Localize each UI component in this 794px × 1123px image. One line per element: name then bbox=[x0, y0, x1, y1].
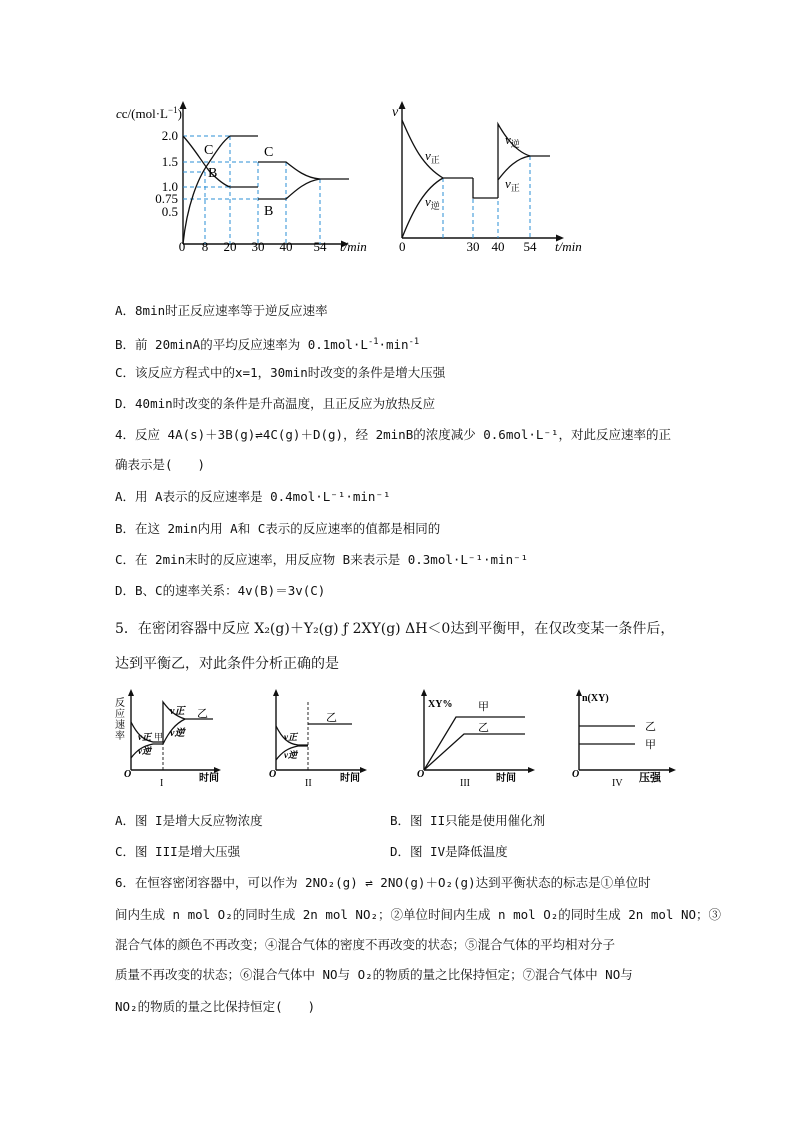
y-tick: 0.75 bbox=[155, 191, 178, 206]
svg-text:III: III bbox=[460, 778, 470, 789]
svg-text:v正: v正 bbox=[284, 732, 297, 742]
q4-stem-line1: 4．反应 4A(s)＋3B(g)⇌4C(g)＋D(g)，经 2minB的浓度减少 0.6mol·L⁻¹，对此反应速率的正 bbox=[115, 427, 672, 442]
svg-text:n(XY): n(XY) bbox=[582, 693, 609, 704]
y-axis-label: $cc/(mol\cdot L^{-1})$ bbox=[116, 105, 182, 121]
svg-text:I: I bbox=[160, 778, 164, 789]
x-tick: 8 bbox=[201, 239, 209, 254]
v-forward-label: $v_正$ bbox=[425, 148, 440, 165]
y-axis-label: v bbox=[392, 105, 399, 120]
svg-text:速: 速 bbox=[115, 720, 125, 731]
v-reverse-label-2: $v_逆$ bbox=[505, 132, 520, 149]
label-c2: C bbox=[264, 145, 274, 160]
q6-line1: 6．在恒容密闭容器中，可以作为 2NO₂(g) ⇌ 2NO(g)＋O₂(g)达到平衡状态的标志是①单位时 bbox=[115, 875, 651, 890]
q6-line4: 质量不再改变的状态；⑥混合气体中 NO与 O₂的物质的量之比保持恒定；⑦混合气体中 NO与 bbox=[115, 967, 633, 982]
q5-graph-3 bbox=[410, 688, 540, 788]
v-reverse-label: $v_逆$ bbox=[425, 194, 440, 211]
q4-stem-line2: 确表示是( ) bbox=[115, 457, 206, 472]
q6-line3: 混合气体的颜色不再改变；④混合气体的密度不再改变的状态；⑤混合气体的平均相对分子 bbox=[115, 937, 616, 952]
x-tick: 54 bbox=[313, 239, 327, 254]
q4-option-a: A．用 A表示的反应速率是 0.4mol·L⁻¹·min⁻¹ bbox=[115, 489, 391, 504]
x-tick: 40 bbox=[491, 239, 505, 254]
q5-graph-4 bbox=[565, 688, 685, 788]
svg-text:O: O bbox=[124, 769, 132, 780]
y-tick: 1.5 bbox=[161, 154, 178, 169]
q5-stem-line1: 5．在密闭容器中反应 X₂(g)＋Y₂(g) ƒ 2XY(g) ΔH＜0达到平衡甲，在仅改变某一条件后， bbox=[115, 621, 675, 637]
q3-option-d: D．40min时改变的条件是升高温度，且正反应为放热反应 bbox=[115, 396, 436, 411]
q5-option-a: A．图 I是增大反应物浓度 bbox=[115, 813, 263, 828]
svg-text:O: O bbox=[269, 769, 277, 780]
y-tick: 1.0 bbox=[161, 179, 178, 194]
label-b: B bbox=[208, 166, 218, 181]
q5-graph-1 bbox=[113, 688, 223, 788]
curve-b2 bbox=[258, 179, 320, 199]
q5-stem-line2: 达到平衡乙，对此条件分析正确的是 bbox=[115, 656, 339, 672]
svg-text:乙: 乙 bbox=[197, 708, 208, 720]
q3-option-a: A．8min时正反应速率等于逆反应速率 bbox=[115, 303, 328, 318]
q3-option-c: C．该反应方程式中的x=1，30min时改变的条件是增大压强 bbox=[115, 365, 446, 380]
svg-text:乙: 乙 bbox=[478, 722, 489, 734]
y-tick: 2.0 bbox=[161, 128, 178, 143]
concentration-time-graph bbox=[110, 100, 380, 260]
svg-text:v正: v正 bbox=[138, 732, 151, 742]
svg-text:IV: IV bbox=[612, 778, 623, 789]
svg-text:时间: 时间 bbox=[496, 773, 516, 784]
q5-graph-2 bbox=[262, 688, 372, 788]
svg-text:时间: 时间 bbox=[199, 773, 219, 784]
rate-time-graph bbox=[385, 100, 600, 260]
curve-c2 bbox=[258, 162, 349, 179]
x-tick: 30 bbox=[251, 239, 265, 254]
svg-text:压强: 压强 bbox=[639, 772, 661, 784]
svg-text:v逆: v逆 bbox=[138, 746, 151, 756]
q5-option-c: C．图 III是增大压强 bbox=[115, 844, 241, 859]
svg-text:率: 率 bbox=[115, 731, 125, 742]
q4-option-c: C．在 2min末时的反应速率，用反应物 B来表示是 0.3mol·L⁻¹·min⁻¹ bbox=[115, 552, 529, 567]
x-tick: 30 bbox=[466, 239, 480, 254]
y-tick: 0.5 bbox=[161, 204, 178, 219]
q5-option-b: B．图 II只能是使用催化剂 bbox=[390, 813, 546, 828]
svg-text:v逆: v逆 bbox=[170, 728, 185, 739]
q3-option-b: B．前 20minA的平均反应速率为 $0.1mol\cdot L^{-1}\cdot\min^{-1}$ bbox=[115, 337, 420, 353]
svg-text:O: O bbox=[572, 769, 580, 780]
svg-text:时间: 时间 bbox=[340, 773, 360, 784]
label-b2: B bbox=[264, 204, 274, 219]
curve-c bbox=[183, 136, 258, 244]
svg-text:v正: v正 bbox=[170, 706, 185, 717]
svg-text:甲: 甲 bbox=[154, 732, 164, 742]
q6-line2: 间内生成 n mol O₂的同时生成 2n mol NO₂；②单位时间内生成 n mol O₂的同时生成 2n mol NO；③ bbox=[115, 907, 722, 922]
svg-text:应: 应 bbox=[115, 709, 125, 720]
svg-text:甲: 甲 bbox=[645, 739, 656, 751]
q4-option-b: B．在这 2min内用 A和 C表示的反应速率的值都是相同的 bbox=[115, 521, 441, 536]
svg-text:v逆: v逆 bbox=[284, 750, 297, 760]
svg-text:乙: 乙 bbox=[645, 721, 656, 733]
q5-option-d: D．图 IV是降低温度 bbox=[390, 844, 508, 859]
svg-text:甲: 甲 bbox=[478, 701, 489, 713]
svg-text:乙: 乙 bbox=[326, 712, 337, 724]
q4-option-d: D．B、C的速率关系：4v(B)＝3v(C) bbox=[115, 583, 326, 598]
x-tick: 40 bbox=[279, 239, 293, 254]
svg-text:反: 反 bbox=[115, 698, 125, 709]
x-tick: 54 bbox=[523, 239, 537, 254]
v-forward-label-2: $v_正$ bbox=[505, 176, 520, 193]
svg-text:XY%: XY% bbox=[428, 699, 453, 710]
label-c: C bbox=[204, 143, 214, 158]
q6-line5: NO₂的物质的量之比保持恒定( ) bbox=[115, 999, 316, 1014]
origin-label: 0 bbox=[178, 239, 186, 254]
x-axis-label: t/min bbox=[555, 239, 582, 254]
origin-label: 0 bbox=[399, 239, 406, 254]
x-axis-label: t/min bbox=[340, 239, 367, 254]
svg-text:O: O bbox=[417, 769, 425, 780]
x-tick: 20 bbox=[223, 239, 237, 254]
svg-text:II: II bbox=[305, 778, 312, 789]
